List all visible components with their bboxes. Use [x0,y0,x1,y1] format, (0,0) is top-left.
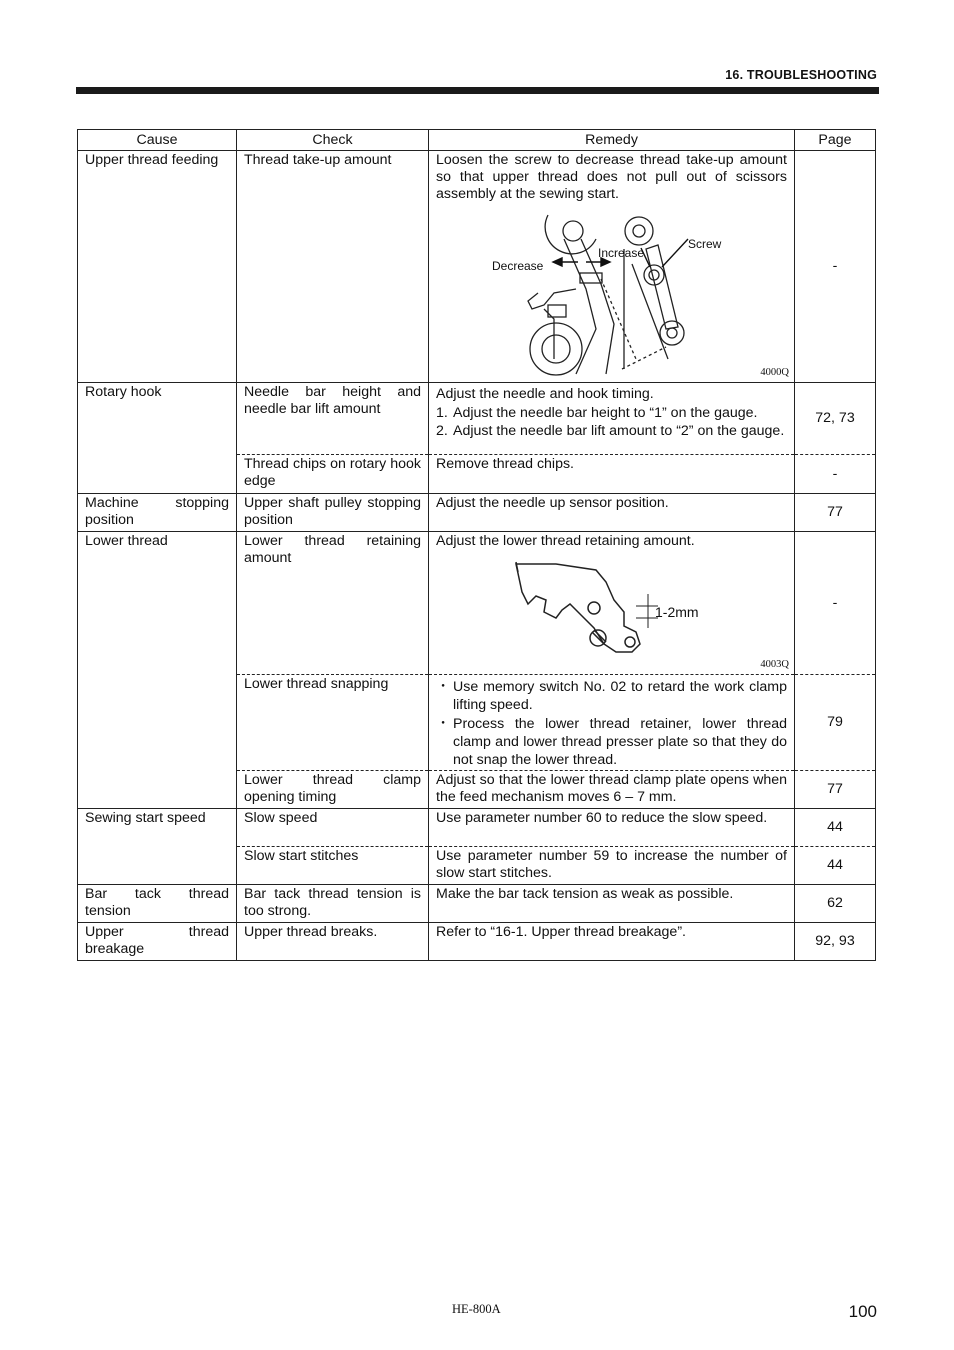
remedy-cell: Adjust so that the lower thread clamp plate opens when the feed mechanism moves 6 – 7 mm. [429,771,795,809]
table-row [78,923,876,961]
check-cell: Slow start stitches [237,847,429,885]
col-header-check: Check [237,130,429,151]
page-number: 100 [848,1302,877,1321]
check-cell [237,494,429,532]
check-cell: Slow speed [237,809,429,847]
take-up-figure [436,209,787,381]
page-cell: 62 [795,885,876,923]
remedy-cell: Adjust the needle up sensor position. [429,494,795,532]
table-row [78,383,876,455]
remedy-cell [429,151,795,383]
gap-label: 1-2mm [655,604,699,620]
cause-cell [78,809,237,885]
check-text: Thread chips on rotary hook edge [244,456,421,489]
list-text: Adjust the needle bar height to “1” on the gauge. [453,404,758,421]
check-cell [237,771,429,809]
list-text: Process the lower thread retainer, lower thread clamp and lower thread presser plate so that they do not snap the lower thread. [453,715,787,769]
check-cell [237,383,429,455]
page-cell: - [795,151,876,383]
check-cell [237,151,429,383]
table-row [78,809,876,847]
check-cell: Bar tack thread tension is too strong. [237,885,429,923]
remedy-cell [429,675,795,771]
bullet: ・ [436,679,451,695]
check-cell: Lower thread snapping [237,675,429,771]
cause-text: Bar tack thread tension [85,886,229,920]
remedy-list-item [436,678,787,715]
list-number: 1. [436,404,448,421]
page-cell: 79 [795,675,876,771]
decrease-label: Decrease [492,259,544,273]
remedy-cell: Remove thread chips. [429,455,795,494]
check-text: Needle bar height and needle bar lift amount [244,384,421,417]
cause-text: Rotary hook [85,384,162,400]
remedy-cell: Make the bar tack tension as weak as possible. [429,885,795,923]
section-header: 16. TROUBLESHOOTING [725,68,877,82]
cause-cell [78,923,237,961]
remedy-text: Loosen the screw to decrease thread take-up amount so that upper thread does not pull out of scissors assembly at the sewing start. [436,152,787,202]
check-cell [237,532,429,675]
figure-code: 4000Q [760,367,789,378]
cause-cell [78,532,237,809]
remedy-cell: Use parameter number 59 to increase the number of slow start stitches. [429,847,795,885]
check-text: Upper shaft pulley stopping position [244,495,421,528]
remedy-list-item [436,422,787,440]
figure-code: 4003Q [760,659,789,670]
list-text: Use memory switch No. 02 to retard the work clamp lifting speed. [453,679,787,714]
check-text: Thread take-up amount [244,152,392,168]
remedy-cell: Use parameter number 60 to reduce the slow speed. [429,809,795,847]
cause-text: Upper thread feeding [85,152,219,168]
col-header-page: Page [795,130,876,151]
retaining-diagram [436,552,788,673]
check-text: Lower thread retaining amount [244,533,421,566]
remedy-list-item [436,404,787,422]
cause-text: Machine stopping position [85,495,229,528]
table-header-row [78,130,876,151]
take-up-diagram [436,209,788,381]
page-cell: - [795,455,876,494]
table-row [78,532,876,675]
remedy-cell: Refer to “16-1. Upper thread breakage”. [429,923,795,961]
cause-cell [78,151,237,383]
check-cell [237,455,429,494]
table-row [78,494,876,532]
cause-cell [78,885,237,923]
table-row [78,885,876,923]
page-cell: 72, 73 [795,383,876,455]
cause-cell [78,494,237,532]
check-cell: Upper thread breaks. [237,923,429,961]
cause-cell [78,383,237,494]
increase-label: Increase [598,246,645,260]
screw-label: Screw [688,237,722,251]
list-number: 2. [436,422,448,439]
list-text: Adjust the needle bar lift amount to “2” on the gauge. [453,422,785,439]
check-text: Lower thread clamp opening timing [244,772,421,806]
remedy-text: Adjust the needle and hook timing. [436,386,654,402]
remedy-text: Adjust the lower thread retaining amount. [436,533,695,549]
remedy-list-item [436,715,787,770]
retaining-figure [436,552,787,673]
remedy-cell [429,532,795,675]
header-rule [76,87,879,94]
troubleshooting-table [77,129,876,961]
cause-text: Lower thread [85,533,168,549]
page-cell: 77 [795,771,876,809]
page-cell: 44 [795,847,876,885]
col-header-remedy: Remedy [429,130,795,151]
footer-model: HE-800A [452,1302,501,1316]
page-cell: 77 [795,494,876,532]
cause-text: Sewing start speed [85,810,206,827]
page-cell: - [795,532,876,675]
page-cell: 44 [795,809,876,847]
page-cell: 92, 93 [795,923,876,961]
col-header-cause: Cause [78,130,237,151]
table-row [78,151,876,383]
remedy-cell [429,383,795,455]
bullet: ・ [436,715,451,732]
cause-text: Upper thread breakage [85,924,229,958]
